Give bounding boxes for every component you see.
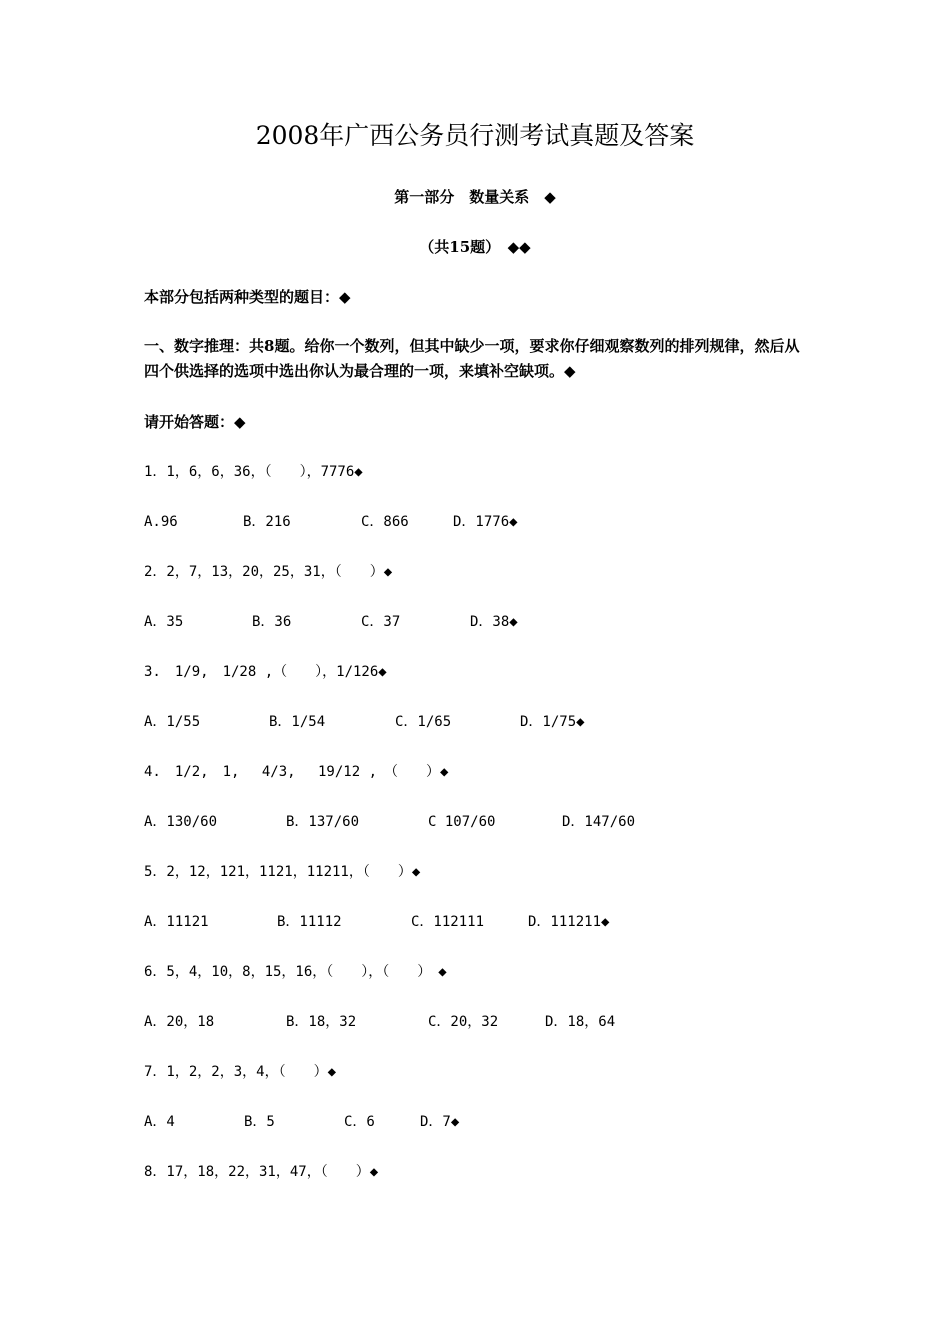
question-7-option-b: B．5 (244, 1114, 275, 1130)
part-heading: 第一部分 数量关系 ◆ (394, 188, 556, 206)
question-7-option-d: D．7◆ (420, 1114, 460, 1130)
question-5-stem: 5．2，12，121，1121，11211，（ ）◆ (144, 864, 421, 880)
question-6-option-d: D．18，64 (545, 1014, 616, 1030)
question-1-option-a: A.96 (144, 514, 178, 530)
question-5-option-c: C．112111 (411, 914, 485, 930)
question-1-stem: 1．1，6，6，36，（ ），7776◆ (144, 464, 363, 480)
section-one-description: 一、数字推理：共8题。给你一个数列，但其中缺少一项，要求你仔细观察数列的排列规律，然后从四个供选择的选项中选出你认为最合理的一项，来填补空缺项。◆ (144, 337, 800, 380)
question-3-option-c: C．1/65 (395, 714, 452, 730)
document-title: 2008年广西公务员行测考试真题及答案 (255, 121, 695, 150)
question-6-stem: 6．5，4，10，8，15，16，（ ），（ ） ◆ (144, 964, 447, 980)
question-6-option-a: A．20，18 (144, 1014, 215, 1030)
question-6-option-c: C．20，32 (428, 1014, 499, 1030)
question-count-note: （共15题） ◆◆ (419, 238, 531, 256)
question-1-option-c: C．866 (361, 514, 409, 530)
question-6-option-b: B．18，32 (286, 1014, 357, 1030)
question-4-option-d: D．147/60 (562, 814, 636, 830)
question-1-option-d: D．1776◆ (453, 514, 518, 530)
question-2-option-d: D．38◆ (470, 614, 518, 630)
question-7-option-c: C．6 (344, 1114, 375, 1130)
question-4-option-b: B．137/60 (286, 814, 360, 830)
question-4-stem: 4. 1/2, 1, 4/3, 19/12 , （ ）◆ (144, 764, 449, 780)
question-8-stem: 8．17，18，22，31，47，（ ）◆ (144, 1164, 379, 1180)
intro-text: 本部分包括两种类型的题目：◆ (144, 288, 351, 306)
question-2-option-c: C．37 (361, 614, 401, 630)
question-5-option-d: D．111211◆ (528, 914, 610, 930)
question-1-option-b: B．216 (243, 514, 291, 530)
question-2-stem: 2．2，7，13，20，25，31，（ ）◆ (144, 564, 393, 580)
question-4-option-a: A．130/60 (144, 814, 218, 830)
question-7-option-a: A．4 (144, 1114, 175, 1130)
question-3-option-a: A．1/55 (144, 714, 201, 730)
question-5-option-a: A．11121 (144, 914, 209, 930)
question-2-option-a: A．35 (144, 614, 184, 630)
start-prompt: 请开始答题：◆ (144, 413, 246, 431)
question-3-stem: 3. 1/9, 1/28 ,（ ），1/126◆ (144, 664, 387, 680)
question-3-option-b: B．1/54 (269, 714, 326, 730)
question-2-option-b: B．36 (252, 614, 292, 630)
question-5-option-b: B．11112 (277, 914, 342, 930)
question-3-option-d: D．1/75◆ (520, 714, 585, 730)
question-7-stem: 7．1，2，2，3，4，（ ）◆ (144, 1064, 337, 1080)
question-4-option-c: C 107/60 (428, 814, 496, 830)
